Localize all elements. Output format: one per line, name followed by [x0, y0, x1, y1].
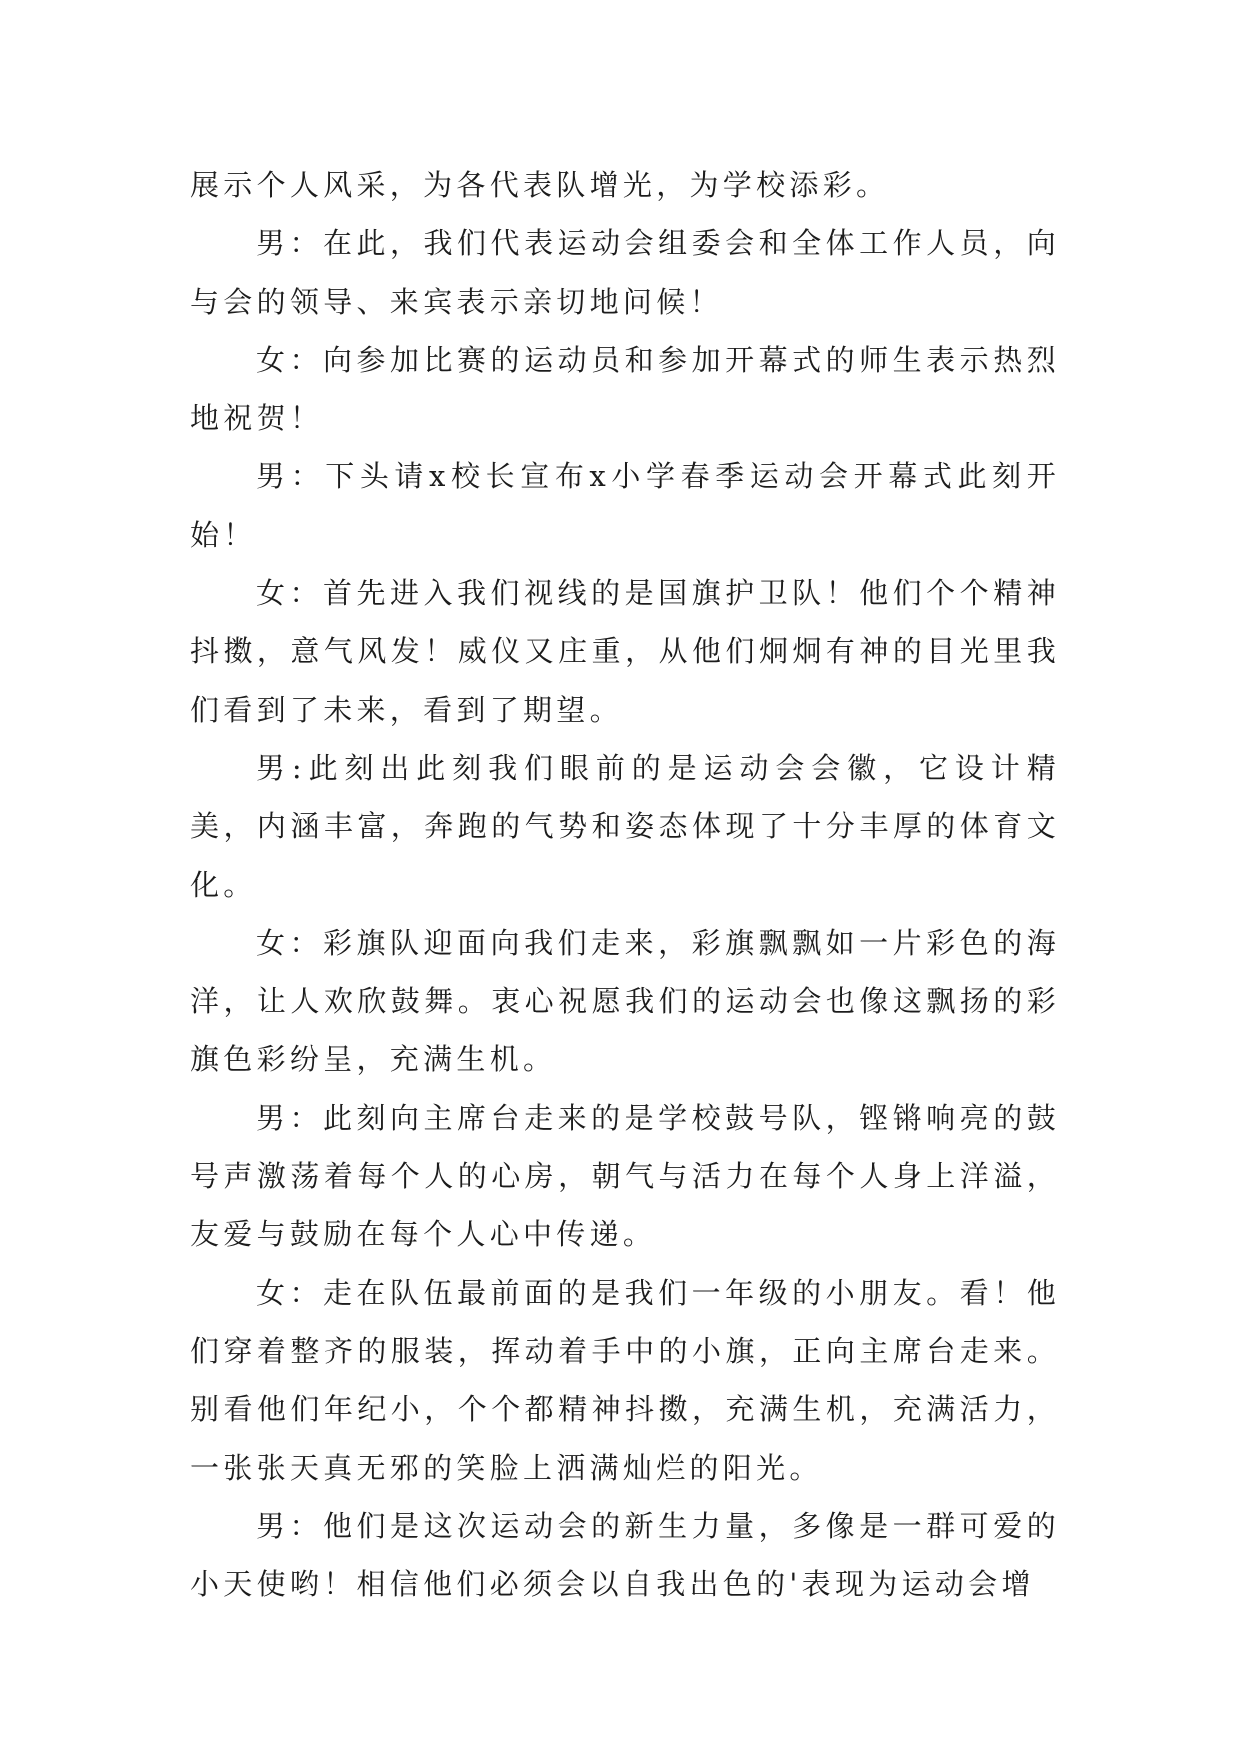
paragraph-2: 男：在此，我们代表运动会组委会和全体工作人员，向与会的领导、来宾表示亲切地问候！	[190, 226, 1060, 319]
paragraph-4: 男：下头请x校长宣布x小学春季运动会开幕式此刻开始！	[190, 459, 1060, 552]
paragraph-7: 女：彩旗队迎面向我们走来，彩旗飘飘如一片彩色的海洋，让人欢欣鼓舞。衷心祝愿我们的运动会也像这飘扬的彩旗色彩纷呈，充满生机。	[190, 925, 1060, 1077]
document-body	[190, 156, 1060, 1613]
paragraph-3: 女：向参加比赛的运动员和参加开幕式的师生表示热烈地祝贺！	[190, 342, 1060, 436]
paragraph-5: 女：首先进入我们视线的是国旗护卫队！他们个个精神抖擞，意气风发！威仪又庄重，从他们炯炯有神的目光里我们看到了未来，看到了期望。	[190, 576, 1060, 727]
paragraph-10: 男：他们是这次运动会的新生力量，多像是一群可爱的小天使哟！相信他们必须会以自我出色的'表现为运动会增	[190, 1508, 1060, 1602]
paragraph-8: 男：此刻向主席台走来的是学校鼓号队，铿锵响亮的鼓号声激荡着每个人的心房，朝气与活力在每个人身上洋溢，友爱与鼓励在每个人心中传递。	[190, 1100, 1060, 1252]
paragraph-9: 女：走在队伍最前面的是我们一年级的小朋友。看！他们穿着整齐的服装，挥动着手中的小旗，正向主席台走来。别看他们年纪小，个个都精神抖擞，充满生机，充满活力，一张张天真无邪的笑脸上洒满灿烂的阳光。	[190, 1275, 1060, 1485]
paragraph-6: 男:此刻出此刻我们眼前的是运动会会徽，它设计精美，内涵丰富，奔跑的气势和姿态体现了十分丰厚的体育文化。	[190, 750, 1060, 902]
paragraph-1: 展示个人风采，为各代表队增光，为学校添彩。	[190, 168, 890, 202]
